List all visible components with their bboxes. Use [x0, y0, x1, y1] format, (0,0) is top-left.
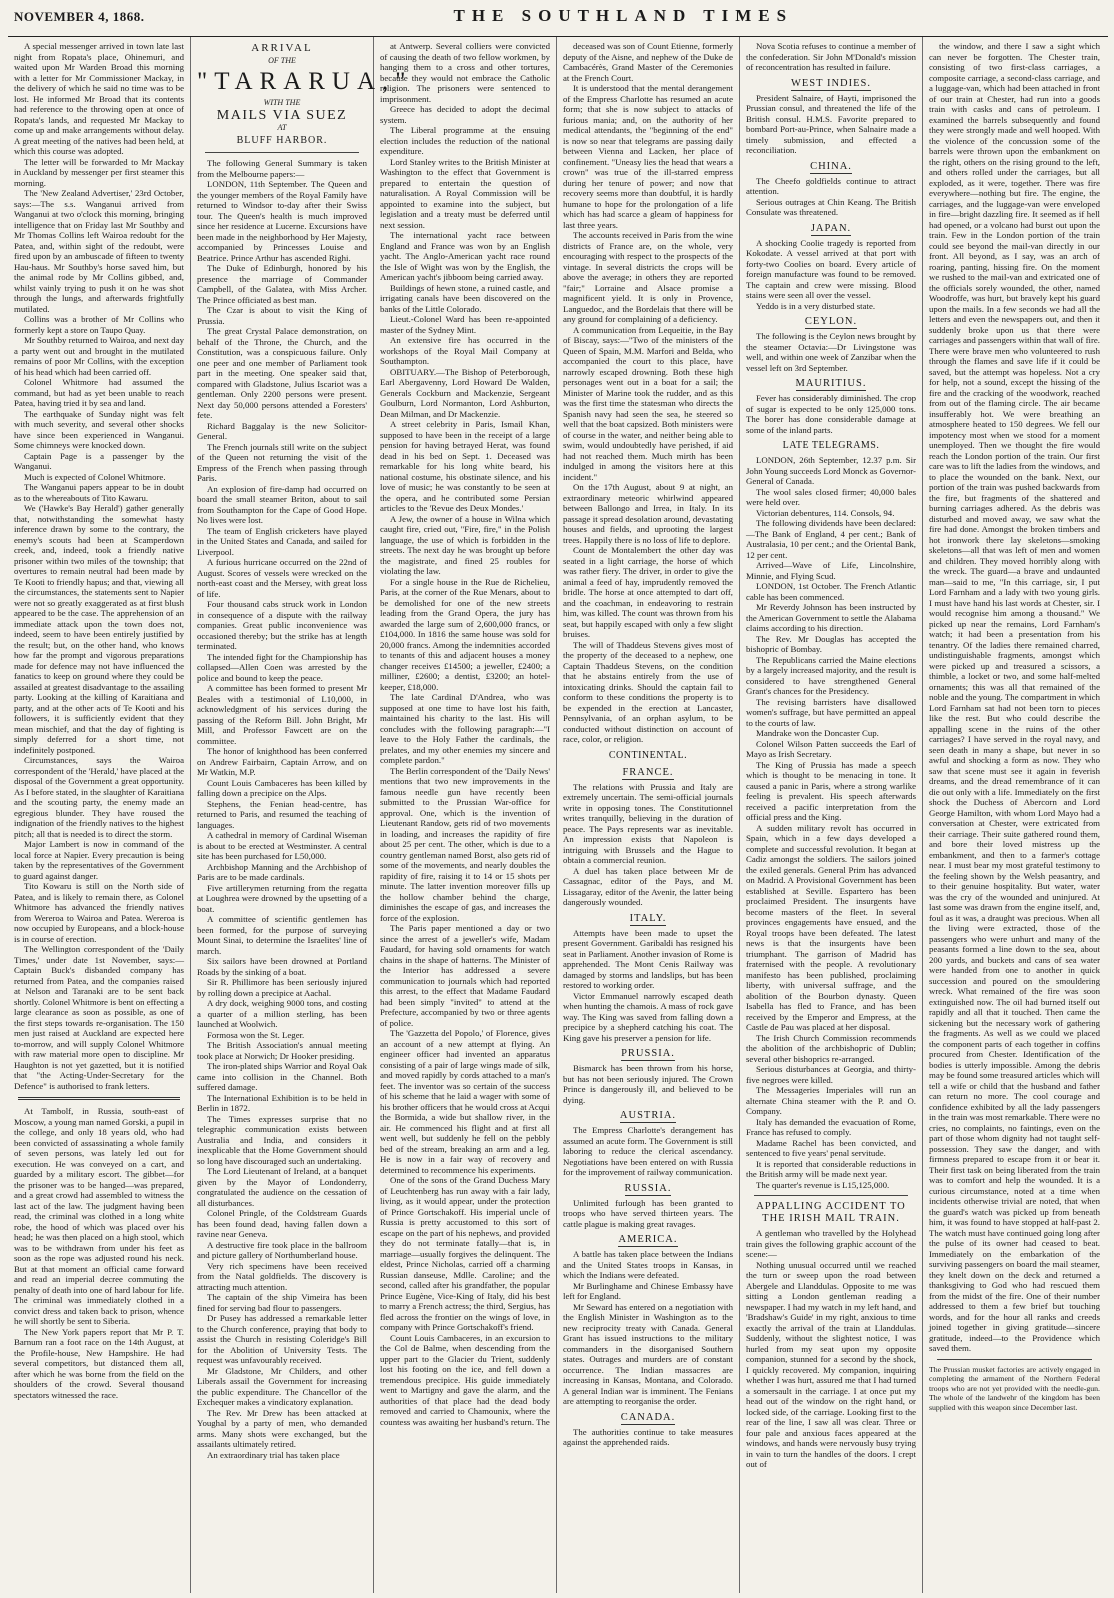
- section-heading: FRANCE.: [622, 766, 674, 778]
- paragraph: The international yacht race between England and France was won by an English yacht. The Anglo-American yacht race round the Isle of Wight was won by the English, the American yacht's jibboom being carried away.: [380, 230, 550, 282]
- paragraph: Mr Burlinghame and Chinese Embassy have left for England.: [563, 1280, 733, 1301]
- section-heading: APPALLING ACCIDENT TO THE IRISH MAIL TRAIN.: [756, 1201, 906, 1224]
- column-2: [191, 37, 413, 1593]
- paragraph: A sudden military revolt has occurred in Spain, which in a few days developed a complete and successful revolution. It began at Cadiz amongst the soldiers. The sailors joined the exiled generals. General Prim has advanced on Madrid. A Provisional Government has been established at Seville. Espartero has been proclaimed President. The insurgents have become masters of the fleet. In several provinces engagements have ensued, and the Royal troops have been defeated. The latest news is that the insurgents have been triumphant. The garrison of Madrid has fraternised with the people. A revolutionary manifesto has been published, proclaiming liberty, with universal suffrage, and the abolition of the Bourbon dynasty. Queen Isabella has fled to France, and has been received by the Emperor and Empress, at the Castle de Pau was placed at her disposal.: [746, 822, 916, 1032]
- section-heading: AUSTRIA.: [619, 1110, 677, 1121]
- column-1: [8, 37, 191, 1593]
- paragraph: Formosa won the St. Leger.: [207, 1029, 305, 1040]
- paragraph: Mr Southby returned to Wairoa, and next day a party went out and brought in the mutilated remains of poor Mr Collins, with the exception of his head which had been carried off.: [14, 335, 184, 377]
- column-5: [740, 37, 923, 1593]
- section-heading: AMERICA.: [618, 1234, 678, 1245]
- paragraph: An explosion of fire-damp had occurred on board the small steamer Briton, about to sail from Southampton for the Cape of Good Hope. No lives were lost.: [197, 483, 367, 525]
- paragraph: Four thousand cabs struck work in London in consequence of a dispute with the railway companies. Great public inconvenience was occasioned thereby; but the strike has at length terminated.: [197, 599, 367, 651]
- heading-rule: [205, 152, 359, 153]
- paragraph: Dr Pusey has addressed a remarkable letter to the Church conference, praying that body to assist the Church in resisting Coleridge's Bill for the Abolition of University Tests. The request was unfavourably received.: [197, 1313, 367, 1365]
- paragraph: A special messenger arrived in town late last night from Ropata's place, Ohinemuri, and waited upon Mr Warden Broad this morning with a letter for Mr Commissioner Mackay, in the delivery of which he said no time was to be lost. He informed Mr Broad that its contents had reference to the throwing open at once of Ropata's lands, and requested Mr Mackay to come up and make arrangements without delay. A great meeting of the natives had been held, at which this course was adopted.: [14, 41, 184, 156]
- paragraph: The quarter's revenue is L15,125,000.: [756, 1179, 890, 1190]
- paragraph: A Jew, the owner of a house in Wilna which caught fire, cried out, "Fire, fire," in the Polish language, the use of which is forbidden in the streets. The next day he was brought up before the magistrate, and fined 25 roubles for violating the law.: [380, 513, 550, 576]
- paragraph: Mr Gladstone, Mr Childers, and other Liberals assail the Government for increasing the public expenditure. The Chancellor of the Exchequer makes a vindicatory explanation.: [197, 1365, 367, 1407]
- paragraph: The authorities continue to take measures against the apprehended raids.: [563, 1426, 733, 1447]
- paragraph: Lieut.-Colonel Ward has been re-appointed master of the Sydney Mint.: [380, 314, 550, 335]
- paragraph: OBITUARY.—The Bishop of Peterborough, Earl Abergavenny, Lord Howard De Walden, Generals Cockburn and Mackenzie, Sergeant Goulburn, Lord Normanton, Lord Ashburton, Dean Milman, and Dr Mackenzie.: [380, 366, 550, 419]
- paragraph: A street celebrity in Paris, Ismail Khan, supposed to have been in the receipt of a large pension for having betrayed Herat, was found dead in his bed on Sept. 1. Deceased was remarkable for his long white beard, his national costume, his obstinate silence, and his love of music; he was constantly to be seen at the opera, and he contributed some Persian articles to the 'Revue des Deux Mondes.': [380, 419, 550, 513]
- paragraph: Unlimited furlough has been granted to troops who have served thirteen years. The cattle plague is making great ravages.: [563, 1197, 733, 1229]
- heading-ship-name: "TARARUA,": [197, 68, 413, 95]
- heading-line: ARRIVAL: [251, 42, 313, 54]
- paragraph: At Tambolf, in Russia, south-east of Moscow, a young man named Gorski, a pupil in the college, and only 18 years old, who had been convicted of assassinating a whole family of seven persons, was lately led out for execution. He was conveyed on a cart, and guarded by a military escort. The gibbet—for the prisoner was to be hanged—was prepared, and a great crowd had assembled to witness the last act of the law. The judgment having been read, the criminal was clothed in a long white robe, the hood of which was placed over his head; he was then placed on a high stool, which was to be withdrawn from under his feet as soon as the rope was adjusted round his neck. But at that moment an official came forward and read an imperial decree commuting the penalty of death into one of hard labour for life. The criminal was immediately clothed in a convict dress and taken back to prison, whence he will shortly be sent to Siberia.: [14, 1106, 184, 1326]
- column-4: [557, 37, 740, 1593]
- article-columns: [8, 37, 1108, 1593]
- paragraph: LONDON, 1st October. The French Atlantic cable has been commenced.: [746, 581, 916, 602]
- paragraph: The Rev. Mr Douglas has accepted the bishopric of Bombay.: [746, 633, 916, 654]
- paragraph: It is understood that the mental derangement of the Empress Charlotte has resumed an acute form; that she is now subject to attacks of furious mania; and, on the authority of her medical attendants, the "beginning of the end" is now so near that telegrams are passing daily between Vienna and Lacken, her place of confinement. "Uneasy lies the head that wears a crown" was true of the ill-starred empress during her tenure of power; and now that recovery seems more than doubtful, it is hardly humane to hope for the prolongation of a life which has had scarce a gleam of happiness for last three years.: [563, 83, 733, 230]
- paragraph: The New York papers report that Mr P. T. Barnum ran a foot race on the 14th August, at the Profile-house, New Hampshire. He had several competitors, but distanced them all, after which he was borne from the field on the shoulders of the crowd. Several thousand spectators witnessed the race.: [14, 1326, 184, 1400]
- section-heading: CANADA.: [620, 1411, 676, 1423]
- paragraph: The Berlin correspondent of the 'Daily News' mentions that two new improvements in the famous needle gun have recently been submitted to the Prussian War-office for approval. One, which is the invention of Lieutenant Randow, gets rid of two movements in loading, and increases the rapidity of fire about 25 per cent. The other, which is due to a country gentleman named Borst, also gets rid of some of the movements, and nearly doubles the rapidity of fire, raising it to 14 or 15 shots per minute. The latter invention moreover fills up the hollow chamber behind the charge, diminishes the escape of gas, and increases the force of the explosion.: [380, 765, 550, 923]
- section-heading: PRUSSIA.: [621, 1048, 675, 1059]
- paragraph: The 'New Zealand Advertiser,' 23rd October, says:—The s.s. Wanganui arrived from Wanganui at two o'clock this morning, bringing intelligence that on Friday last Mr Southby and Mr Thomas Collins left Wairoa redoubt for the Patea, and, within sight of the redoubt, were fired upon by an ambuscade of fifteen to twenty Hau-haus. Mr Southby's horse saved him, but the animal rode by Mr Collins gibbed, and, whilst vainly trying to push it on he was shot through the lungs, and afterwards frightfully mutilated.: [14, 188, 184, 314]
- paragraph: Sir R. Phillimore has been seriously injured by rolling down a precipice at Aachal.: [197, 977, 367, 998]
- section-rule: [937, 1359, 1092, 1360]
- paragraph: Serious outrages at Chin Keang. The British Consulate was threatened.: [746, 196, 916, 217]
- column-3: [374, 37, 557, 1593]
- paragraph: The revising barristers have disallowed women's suffrage, but have permitted an appeal to the courts of law.: [746, 696, 916, 728]
- paragraph: The following dividends have been declared:—The Bank of England, 4 per cent.; Bank of Australasia, 10 per cent.; and the Oriental Bank, 12 per cent.: [746, 518, 916, 560]
- paragraph: The Rev. Mr Drew has been attacked at Youghal by a party of men, who demanded arms. Many shots were exchanged, but the assailants ultimately retired.: [197, 1407, 367, 1449]
- section-rule: [754, 1195, 908, 1196]
- paragraph: The Republicans carried the Maine elections by a largely increased majority, and the result is considered to have strengthened General Grant's chances for the Presidency.: [746, 654, 916, 696]
- paragraph: The following is the Ceylon news brought by the steamer Octavia:—Dr Livingstone was well, and within one week of Zanzibar when the vessel left on 3rd September.: [746, 331, 916, 373]
- paragraph: The team of English cricketers have played in the United States and Canada, and sailed for Liverpool.: [197, 525, 367, 557]
- section-heading: CEYLON.: [804, 316, 858, 327]
- column-divider: [18, 1097, 180, 1100]
- paragraph: The relations with Prussia and Italy are extremely uncertain. The semi-official journals write in opposing tones. The Constitutionnel writes tranquilly, believing in the duration of peace. The Pays represents war as inevitable. An impression exists that Napoleon is intriguing with Brussels and the Hague to obtain a commercial reunion.: [563, 781, 733, 865]
- paragraph: A dry dock, weighing 9000 tons, and costing a quarter of a million sterling, has been launched at Woolwich.: [197, 998, 367, 1029]
- paragraph: LONDON, 11th September. The Queen and the younger members of the Royal Family have returned to Windsor to-day after their Swiss tour. The Queen's health is much improved since her residence at Lucerne. Excursions have been made in the neighborhood by Her Majesty, accompanied by Princesses Louise and Beatrice. Prince Arthur has ascended Righi.: [197, 179, 367, 263]
- paragraph: Archbishop Manning and the Archbishop of Paris are to be made cardinals.: [197, 861, 367, 882]
- paragraph: The intended fight for the Championship has collapsed—Allen Coen was arrested by the police and bound to keep the peace.: [197, 651, 367, 683]
- paragraph: Italy has demanded the evacuation of Rome, France has refused to comply.: [746, 1116, 916, 1137]
- paragraph: Victorian debentures, 114. Consols, 94.: [756, 507, 895, 518]
- paragraph: The 'Gazzetta del Popolo,' of Florence, gives an account of a new attempt at flying. An engineer officer had invented an apparatus consisting of a pair of large wings made of silk, and moved rapidly by cords attached to a man's feet. The inventor was so certain of the success of his scheme that he laid a wager with some of his brother officers that he would cross at Acqui the Bormida, a wide but shallow river, in the air. He commenced his flight and at first all went well, but suddenly he fell on the pebbly bed of the stream, breaking an arm and a leg. He is now in a fair way of recovery and determined to recommence his experiments.: [380, 1028, 550, 1175]
- paragraph: A communication from Lequeitie, in the Bay of Biscay, says:—"Two of the ministers of the Queen of Spain, M.M. Marfori and Belda, who accompanied the court to this place, have narrowly escaped drowning. Both these high personages went out in a boat for a sail; the Minister of Marine took the rudder, and as this was the first time the statesman who directs the Spanish navy had seen the sea, he steered so well that the boat capsized. Both ministers were of course in the water, and neither being able to swim, would undoubtedly have perished, if aid had not reached them. Much mirth has been indulged in among the visitors here at this incident.": [563, 324, 733, 482]
- paragraph: The Messageries Imperiales will run an alternate China steamer with the P. and O. Company.: [746, 1085, 916, 1116]
- paragraph: A cathedral in memory of Cardinal Wiseman is about to be erected at Westminster. A central site has been purchased for L50,000.: [197, 830, 367, 861]
- paragraph: Greece has decided to adopt the decimal system.: [380, 104, 550, 125]
- paragraph: Attempts have been made to upset the present Government. Garibaldi has resigned his seat in Parliament. Another invasion of Rome is apprehended. The Mont Cenis Railway was damaged by storms and landslips, but has been restored to working order.: [563, 927, 733, 990]
- heading-line: MAILS VIA SUEZ: [216, 107, 348, 123]
- paragraph: Count de Montalembert the other day was seated in a light carriage, the horse of which was rather fiery. The driver, in order to give the animal a feed of hay, imprudently removed the bridle. The horse at once attempted to dart off, and the coachman, in endeavoring to restrain him, was killed. The count was thrown from his seat, but happily escaped with only a few slight bruises.: [563, 545, 733, 639]
- paragraph: The British Association's annual meeting took place at Norwich; Dr Hooker presiding.: [197, 1040, 367, 1061]
- paragraph: Circumstances, says the Wairoa correspondent of the 'Herald,' have placed at the disposal of the Government a great opportunity. As I before stated, in the slaughter of Karaitiana and the scouting party, the enemy made an egregious blunder. They have roused the indignation of the friendly natives to the highest pitch; all that is needed is to direct the storm.: [14, 755, 184, 839]
- newspaper-title: THE SOUTHLAND TIMES: [453, 6, 794, 25]
- paragraph: The great Crystal Palace demonstration, on behalf of the Throne, the Church, and the Constitution, was a conspicuous failure. Only one peer and one member of Parliament took part in the meeting. One speaker said that, compared with Gladstone, Julius Iscariot was a gentleman. Only 2200 persons were present. Next day 50,000 persons attended a Foresters' fete.: [197, 326, 367, 420]
- paragraph: Victor Emmanuel narrowly escaped death when hunting the chamois. A mass of rock gave way. The King was saved from falling down a precipice by a shepherd catching his coat. The King gave his preserver a pension for life.: [563, 990, 733, 1043]
- section-heading: RUSSIA.: [624, 1182, 672, 1194]
- paragraph: For a single house in the Rue de Richelieu, Paris, at the corner of the Rue Menars, about to be demolished for one of the new streets leading from the Grand Opera, the jury has awarded the large sum of 2,600,000 francs, or £104,000. In 1816 the same house was sold for 20,000 francs. Among the indemnities accorded to tenants of this and adjacent houses a money changer receives £14500; a jeweller, £2400; a milliner, £2600; a dentist, £3200; an hotel-keeper, £18,000.: [380, 576, 550, 692]
- section-heading: LATE TELEGRAMS.: [782, 440, 880, 451]
- paragraph: The Paris paper mentioned a day or two since the arrest of a jeweller's wife, Madam Faudard, for having sold ornaments for watch chains in the shape of hatterns. The Minister of the Interior has addressed a severe communication to journals which had reported this arrest, to the effect that Madame Faudard had been simply "invited" to attend at the Prefecture, accompanied by two or three agents of police.: [380, 923, 550, 1028]
- paragraph: at Antwerp. Several colliers were convicted of causing the death of two fellow workmen, by hanging them to a cross and other tortures, because they would not embrace the Catholic religion. The prisoners were sentenced to imprisonment.: [380, 41, 550, 104]
- paragraph: The captain of the ship Vimeira has been fined for serving bad flour to passengers.: [197, 1292, 367, 1313]
- paragraph: A furious hurricane occurred on the 22nd of August. Scores of vessels were wrecked on the north-east coast and the Mersey, with great loss of life.: [197, 557, 367, 599]
- paragraph: A battle has taken place between the Indians and the United States troops in Kansas, in which the Indians were defeated.: [563, 1249, 733, 1280]
- paragraph: Bismarck has been thrown from his horse, but has not been seriously injured. The Crown Prince is dangerously ill, and believed to be dying.: [563, 1063, 733, 1105]
- paragraph: Richard Baggalay is the new Solicitor-General.: [197, 420, 367, 441]
- issue-date: NOVEMBER 4, 1868.: [14, 9, 145, 24]
- paragraph: A destructive fire took place in the ballroom and picture gallery of Northumberland house.: [197, 1239, 367, 1260]
- paragraph: Mr Reverdy Johnson has been instructed by the American Government to settle the Alabama claims according to his direction.: [746, 602, 916, 633]
- paragraph: The King of Prussia has made a speech which is thought to be menacing in tone. It caused a panic in Paris, where a strong warlike feeling is prevalent. His speech afterwards received a pacific interpretation from the official press and the King.: [746, 759, 916, 822]
- paragraph: Major Lambert is now in command of the local force at Napier. Every precaution is being taken by the representatives of the Government to guard against danger.: [14, 839, 184, 881]
- paragraph: Count Louis Cambaceres has been killed by falling down a precipice on the Alps.: [197, 777, 367, 798]
- paragraph: Captain Page is a passenger by the Wanganui.: [14, 450, 184, 471]
- column-6: [923, 37, 1106, 1593]
- paragraph: The Liberal programme at the ensuing election includes the reduction of the national expenditure.: [380, 125, 550, 156]
- paragraph: A gentleman who travelled by the Holyhead train gives the following graphic account of the scene:—: [746, 1228, 916, 1259]
- paragraph: The Czar is about to visit the King of Prussia.: [197, 305, 367, 326]
- arrival-heading: [197, 42, 413, 146]
- section-heading: WEST INDIES.: [790, 77, 872, 89]
- paragraph: Very rich specimens have been received from the Natal goldfields. The discovery is attracting much attention.: [197, 1260, 367, 1292]
- paragraph: Yeddo is in a very disturbed state.: [756, 300, 876, 311]
- paragraph: Collins was a brother of Mr Collins who formerly kept a store on Taupo Quay.: [14, 314, 184, 335]
- paragraph: The accounts received in Paris from the wine districts of France are, on the whole, very encouraging with respect to the prospects of the vintage. In several districts the crops will be above the average; in others they are reported "fair;" Lorraine and Alsace promise a magnificent yield. It is only in Provence, Languedoc, and the Bordelais that there will be any ground for complaining of a deficiency.: [563, 230, 733, 324]
- paragraph: The International Exhibition is to be held in Berlin in 1872.: [197, 1092, 367, 1113]
- footnote: The Prussian musket factories are actively engaged in completing the armament of the Northern Federal troops who are not yet provided with the needle-gun. The whole of the landwehr of the kingdom has been supplied with this weapon since December last.: [929, 1364, 1100, 1412]
- paragraph: A shocking Coolie tragedy is reported from Kokodate. A vessel arrived at that port with forty-two Coolies on board. Every article of foreign manufacture was found to be removed. The captain and crew were missing. Blood stains were seen all over the vessel.: [746, 237, 916, 300]
- paragraph: President Salnaire, of Hayti, imprisoned the Prussian consul, and threatened the life of the British consul. H.M.S. Favorite prepared to bombard Port-au-Prince, when Salnaire made a timely submission, and effected a reconciliation.: [746, 92, 916, 155]
- paragraph: Much is expected of Colonel Whitmore.: [24, 471, 166, 482]
- paragraph: The Wanganui papers appear to be in doubt as to the whereabouts of Tito Kawaru.: [14, 482, 184, 503]
- paragraph: One of the sons of the Grand Duchess Mary of Leuchtenberg has run away with a fair lady, living, as it would appear, under the protection of Prince Gortschakoff. His imperial uncle of Russia is pretty accustomed to this sort of escape on the part of his nephews, and provided they do not terminate fatally—that is, in marriage—usually forgives the delinquent. The eldest, Prince Nicholas, carried off a charming Russian danseuse, Mdlle. Caroline; and the second, called after his grandfather, the popular Prince Eugène, Vice-King of Italy, did his best to marry a French actress; the third, Sergius, has fled across the frontier on the wings of love, in company with Prince Gortschakoff's friend.: [380, 1175, 550, 1332]
- paragraph: The following General Summary is taken from the Melbourne papers:—: [197, 158, 367, 179]
- paragraph: Five artillerymen returning from the regatta at Loughrea were drowned by the upsetting of a boat.: [197, 882, 367, 914]
- paragraph: The wool sales closed firmer; 40,000 bales were held over.: [746, 486, 916, 507]
- paragraph: The Lord Lieutenant of Ireland, at a banquet given by the Mayor of Londonderry, congratulated the audience on the cessation of all disturbances.: [197, 1166, 367, 1208]
- paragraph: Colonel Whitmore had assumed the command, but had as yet been unable to reach Patea, having tried it by sea and land.: [14, 377, 184, 408]
- heading-line: OF THE: [268, 55, 296, 65]
- heading-line: BLUFF HARBOR.: [236, 134, 328, 146]
- paragraph: Colonel Pringle, of the Coldstream Guards has been found dead, having fallen down a ravine near Geneva.: [197, 1208, 367, 1239]
- paragraph: Tito Kowaru is still on the North side of Patea, and is likely to remain there, as Colonel Whitmore has advanced the friendly natives from Wereroa to Wairoa and Patea. Wereroa is now occupied by Europeans, and a block-house is in course of erection.: [14, 881, 184, 944]
- section-heading: CHINA.: [810, 160, 852, 172]
- paragraph: Mandrake won the Doncaster Cup.: [756, 728, 879, 738]
- paragraph: Stephens, the Fenian head-centre, has returned to Paris, and resumed the teaching of languages.: [197, 798, 367, 830]
- paragraph: It is reported that considerable reductions in the British army will be made next year.: [746, 1158, 916, 1179]
- paragraph: A duel has taken place between Mr de Cassagnac, editor of the Pays, and M. Lissagaray, editor of the Avenir, the latter being dangerously wounded.: [563, 865, 733, 907]
- paragraph: The Times expresses surprise that no telegraphic communication exists between Australia and India, and considers it inexplicable that the Home Government should so long have discouraged such an undertaking.: [197, 1113, 367, 1166]
- paragraph: On the 17th August, about 9 at night, an extraordinary meteoric whirlwind appeared between Ballongo and Irrea, in Italy. In its passage it spread desolation around, devastating houses and fields, and uprooting the largest trees. Happily there is no loss of life to deplore.: [563, 482, 733, 545]
- paragraph: Fever has considerably diminished. The crop of sugar is expected to be only 125,000 tons. The borer has done considerable damage at some of the inland parts.: [746, 393, 916, 435]
- paragraph: the window, and there I saw a sight which can never be forgotten. The Chester train, consisting of two first-class carriages, a composite carriage, a second-class carriage, and a luggage-van, which had been attached in front of our train at Chester, had run into a goods train with casks and cans of petroleum. I examined the barrels subsequently and found they were strongly made and well hooped. With the violence of the concussion some of the barrels were thrown upon the embankment on the right, others on the rising ground to the left, and others rolled under the carriages, but all exploded, as it were, together. There was fire everywhere—nothing but fire. The engine, the carriages, and the luggage-van were enveloped in fire—bright dazzling fire. It seemed as if hell had opened, or a volcano had burst out upon the train. Few in the London portion of the train could see beyond the mail-van directly in our front. All beyond, as I say, was an arch of roaring, panting, hissing fire. On the moment we rushed to the mail-van and extricated one of the officials sorely wounded, the other, named Woodroffe, was hurt, but bravely kept his guard upon the mails. In a few seconds we had all the letters and even the newspapers out, and then it suddenly broke upon us that there were carriages and passengers within that wall of fire. There were brave men who volunteered to rush through the flames and save life if it could be saved, but the attempt was hopeless. Not a cry for help, not a sound, except the hissing of the fire and the cracking of the woodwork, reached from out of the flaming circle. The air became insufferably hot. We were breathing an atmosphere heated to 150 degrees. We fell our impotency most when we stood for a moment unemployed. Then we thought the fire would reach the London portion of the train. Our first care was to lift the ladies from the windows, and to place the wounded on the bank. Next, our portion of the train was pushed backwards from the fire, but fragments of the shattered and burning carriages adhered. As the debris was disturbed and moved away, we saw what the fire had done. Amongst the broken timbers and hot ironwork there lay skeletons—smoking skeletons—all that was left of men and women and children. They moved horribly along with the wreck. The guard—a brave and undaunted man—said to me, "In this carriage, sir, I put Lord Farnham and a lady with two young girls. I must have hand his last words at Chester, sir. I would recognise him among a thousand." We picked up near the remains, Lord Farnham's watch; it had been a presentation from his tenantry. Of the ladies there remained charred, undistinguishable fragments, amongst which were picked up and treasured a scissors, a thimble, a locket or two, and some half-melted ornaments; this was all that remained of the noble and the young. The compartment in which Lord Farnham sat had not been torn to pieces like the rest. But who could describe the appalling scene in the ruins of the other carriages? I have served in the royal navy, and seen death in many a shape, but never in so awful and shocking a form as now. They who saw that scene must see it again in feverish dreams, and the dread remembrance of it can die out only with a life. Immediately on the first shock the Duchess of Abercorn and Lord George Hamilton, with whom Lord Mayo had a conversation at Chester, were extricated from their carriage. Their suite gathered round them, and bore their loved mistress up the embankment, and then to a farmer's cottage near. I must bear my most grateful testimony to the feeling shown by the Welsh peasantry, and to their genuine hospitality. But water, water was the cry of the wounded and uninjured. At last some was drawn from the engine itself, and, foul as it was, a draught was precious. When all the living were extracted, those of the passengers who were unhurt and many of the peasants formed a line down to the sea, about 200 yards, and buckets and cans of sea water were handed from one to another in quick succession and poured on the smouldering wreck. What remained of the fire was soon extinguished now. The oil had burned itself out rapidly and all that it touched. Then came the sickening but the necessary work of gathering the fragments. As well as we could we placed the component parts of each together in coffins procured from Chester. Identification of the bodies is utterly impossible. Among the debris may be found some treasured articles which will tell a wife or child that the husband and father can return no more. The cool courage and confidence exhibited by all the lady passengers in the train was most remarkable. There were no cries, no complaints, no faintings, even on the part of those whom dignity had not taught self-possession. They saw the danger, and with firmness prepared to escape from it or bear it. Their first task on being liberated from the train was to comfort and help the wounded. It is a curious circumstance, noted at a time when incidents otherwise trivial are noted, that when the guard's watch was picked up from beneath him, it was found to have stopped at half-past 2. The watch must have continued going long after the pulse of its owner had ceased to beat. Immediately on the embarkation of the surviving passengers on board the mail steamer, they knelt down on the deck and returned a thanksgiving to God who had rescued them from the midst of the fire. One of their number addressed to them a few brief but touching words, and for the hour all ranks and creeds joined together in giving gratitude—sincere gratitude, indeed—to the Providence which saved them.: [929, 41, 1101, 1353]
- paragraph: The French journals still write on the subject of the Queen not returning the visit of the Empress of the French when passing through Paris.: [197, 441, 367, 483]
- paragraph: A committee has been formed to present Mr Beales with a testimonial of L10,000, in acknowledgment of his services during the passing of the Reform Bill. John Bright, Mr Mill, and Professor Fawcett are on the committee.: [197, 683, 367, 746]
- paragraph: Colonel Wilson Patten succeeds the Earl of Mayo as Irish Secretary.: [746, 738, 916, 759]
- paragraph: Lord Stanley writes to the British Minister at Washington to the effect that Government is prepared to entertain the question of naturalisation. A Royal Commission will be appointed to examine into the subject, but legislation and a treaty must be deferred until next session.: [380, 156, 550, 230]
- paragraph: The will of Thaddeus Stevens gives most of the property of the deceased to a nephew, one Captain Thaddeus Stevens, on the condition that he abstains entirely from the use of intoxicating drinks. Should the captain fail to conform to these conditions the property is to be expended in the erection at Lancaster, Pennsylvania, of an orphan asylum, to be conducted without distinction on account of race, color, or religion.: [563, 639, 733, 744]
- paragraph: deceased was son of Count Etienne, formerly deputy of the Aisne, and nephew of the Duke de Cambacérès, Grand Master of the Ceremonies at the French Court.: [563, 41, 733, 83]
- paragraph: Nothing unusual occurred until we reached the turn or sweep upon the road between Abergele and Llanddulas. Opposite to me was sitting a London gentleman reading a newspaper. I had my watch in my left hand, and 'Bradshaw's Guide' in my right, anxious to time exactly the arrival of the train at Llanddulas. Suddenly, without the slightest notice, I was hurled from my seat upon my opposite companion, stunned for a second by the shock, I quickly recovered. My companion, inquiring whether I was hurt, assured me that I had turned a somersault in the carriage. I at once put my head out of the window on the right hand, or locked side, of the carriage. Looking first to the rear of the line, I saw all was clear. Three or four pale and anxious faces appeared at the windows, and hands were nervously busy trying in vain to turn the handles of the doors. I crept out of: [746, 1259, 916, 1469]
- paragraph: The iron-plated ships Warrior and Royal Oak came into collision in the Channel. Both suffered damage.: [197, 1061, 367, 1092]
- paragraph: The late Cardinal D'Andrea, who was supposed at one time to have lost his faith, maintained his charity to the last. His will concludes with the following paragraph:—"I leave to the Holy Father the cardinals, the prelates, and my other enemies my sincere and complete pardon.": [380, 692, 550, 765]
- paragraph: Six sailors have been drowned at Portland Roads by the sinking of a boat.: [197, 956, 367, 977]
- paragraph: Serious disturbances at Georgia, and thirty-five negroes were killed.: [746, 1064, 916, 1085]
- paragraph: Buildings of hewn stone, a ruined castle, and irrigating canals have been discovered on the banks of the Little Colorado.: [380, 282, 550, 314]
- paragraph: The Duke of Edinburgh, honored by his presence the marriage of Commander Campbell, of the Galatea, with Miss Archer. The Prince officiated as best man.: [197, 263, 367, 305]
- paragraph: LONDON, 26th September, 12.37 p.m. Sir John Young succeeds Lord Monck as Governor-General of Canada.: [746, 455, 916, 486]
- heading-line: AT: [277, 123, 287, 132]
- paragraph: An extraordinary trial has taken place: [207, 1449, 340, 1460]
- paragraph: We ('Hawke's Bay Herald') gather generally that, notwithstanding the somewhat hasty inference drawn by some to the contrary, the enemy's scouts had been at Scamperdown creek, and, indeed, took a friendly native prisoner within two miles of the township; that overtures to remain neutral had been made by Te Kooti to friendly hapus; and that, viewing all the circumstances, the statements sent to Napier were not so greatly exaggerated as at first blush appeared to be the case. The apprehension of an immediate attack upon the town does not, indeed, seem to have been entirely justified by the result; but, on the other hand, who knows how far the prompt and vigorous preparations made for defence may not have influenced the fanatics to keep on ground where they could be assailed at greatest disadvantage to the assailing party. Looking at the killing of Karaitiana and party, and at the other acts of Te Kooti and his followers, it is sufficiently evident that they mean mischief, and that the day of fighting is simply deferred for a short time, not indefinitely postponed.: [14, 503, 184, 755]
- paragraph: The Irish Church Commission recommends the abolition of the archbishopric of Dublin; several other bishoprics re-arranged.: [746, 1032, 916, 1064]
- paragraph: Arrived—Wave of Life, Lincolnshire, Minnie, and Flying Scud.: [746, 560, 916, 581]
- paragraph: An extensive fire has occurred in the workshops of the Royal Mail Company at Southampton.: [380, 335, 550, 366]
- paragraph: The Empress Charlotte's derangement has assumed an acute form. The Government is still laboring to reduce the clerical ascendancy. Negotiations have been entered on with Russia for the improvement of railway communication.: [563, 1125, 733, 1177]
- paragraph: A committee of scientific gentlemen has been formed, for the purpose of surveying Mount Sinai, to determine the Israelites' line of march.: [197, 914, 367, 956]
- paragraph: Count Louis Cambaceres, in an excursion to the Col de Balme, when descending from the upper part to the Glacier du Trient, suddenly lost his footing on the ice, and fell down a tremendous precipice. His guide immediately went to Martigny and gave the alarm, and the authorities of that place had the dead body removed and carried to Chamounix, where the countess was awaiting her husband's return. The: [380, 1332, 550, 1427]
- paragraph: The Wellington correspondent of the 'Daily Times,' under date 1st November, says:—Captain Buck's disbanded company has returned from Patea, and the companies raised at Nelson and Taranaki are to be sent back shortly. Colonel Whitmore is bent on effecting a large clearance as soon as possible, as one of the first steps towards re-organisation. The 150 men just raised at Auckland are expected here to-morrow, and will supply Colonel Whitmore with raw material more open to discipline. Mr Haughton is not yet gazetted, but it is notified that "the Acting-Under-Secretary for the Defence" is authorised to frank letters.: [14, 944, 184, 1091]
- paragraph: Madame Rachel has been convicted, and sentenced to five years' penal servitude.: [746, 1137, 916, 1158]
- paragraph: The earthquake of Sunday night was felt with much severity, and several other shocks have since been experienced in Wanganui. Some chimneys were knocked down.: [14, 408, 184, 450]
- paragraph: The Cheefo goldfields continue to attract attention.: [746, 175, 916, 196]
- heading-line: WITH THE: [263, 98, 301, 107]
- paragraph: Mr Seward has entered on a negotiation with the English Minister in Washington as to the new reciprocity treaty with Canada. General Grant has issued instructions to the military commanders in the disorganised Southern states. Outrages and murders are of constant occurrence. The Indian massacres are increasing in Kansas, Montana, and Colorado. A general Indian war is imminent. The Fenians are attempting to reorganise the order.: [563, 1301, 733, 1406]
- section-heading: CONTINENTAL.: [608, 749, 688, 761]
- paragraph: The letter will be forwarded to Mr Mackay in Auckland by messenger per first steamer this morning.: [14, 156, 184, 188]
- paragraph: The honor of knighthood has been conferred on Andrew Fairbairn, Captain Arrow, and on Mr Watkin, M.P.: [197, 746, 367, 777]
- masthead: [8, 6, 1108, 37]
- paragraph: Nova Scotia refuses to continue a member of the confederation. Sir John M'Donald's mission of reconcentration has resulted in failure.: [746, 41, 916, 72]
- section-heading: ITALY.: [629, 912, 667, 924]
- section-heading: MAURITIUS.: [795, 378, 867, 389]
- section-heading: JAPAN.: [810, 222, 852, 234]
